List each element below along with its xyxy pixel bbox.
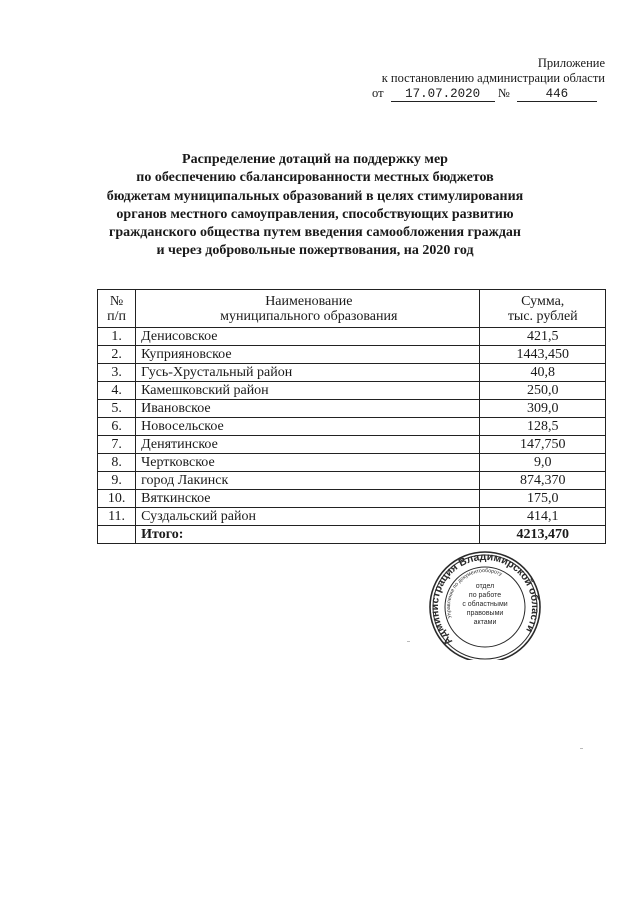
header-name: Наименование муниципального образования — [136, 290, 480, 328]
seal-outer-text: Администрация Владимирской области — [428, 550, 542, 648]
title-line: по обеспечению сбалансированности местных бюджетов — [136, 170, 494, 186]
seal-center-line: по работе — [468, 592, 502, 599]
total-label: Итого: — [136, 526, 480, 544]
seal-center-line: актами — [473, 619, 497, 626]
row-name: Камешковский район — [136, 382, 480, 400]
row-sum: 421,5 — [480, 328, 606, 346]
row-sum: 40,8 — [480, 364, 606, 382]
distribution-table — [97, 289, 606, 544]
table-row — [98, 418, 606, 436]
row-sum: 874,370 — [480, 472, 606, 490]
row-sum: 147,750 — [480, 436, 606, 454]
table-row — [98, 400, 606, 418]
row-sum: 309,0 — [480, 400, 606, 418]
row-sum: 1443,450 — [480, 346, 606, 364]
total-sum: 4213,470 — [480, 526, 606, 544]
table-header-row — [98, 290, 606, 328]
row-number: 4. — [98, 382, 136, 400]
row-name: Новосельское — [136, 418, 480, 436]
seal-inner-text: Управление по документообороту — [445, 567, 503, 619]
header-sum: Сумма, тыс. рублей — [480, 290, 606, 328]
seal-center-line: правовыми — [466, 610, 504, 617]
row-sum: 175,0 — [480, 490, 606, 508]
row-number: 1. — [98, 328, 136, 346]
seal-center-line: отдел — [475, 583, 495, 590]
row-sum: 128,5 — [480, 418, 606, 436]
row-number: 2. — [98, 346, 136, 364]
registration-line — [360, 86, 605, 102]
row-name: Гусь-Хрустальный район — [136, 364, 480, 382]
row-name: Куприяновское — [136, 346, 480, 364]
total-number-cell — [98, 526, 136, 544]
title-line: гражданского общества путем введения самообложения граждан — [109, 225, 521, 241]
row-number: 7. — [98, 436, 136, 454]
total-row — [98, 526, 606, 544]
row-name: Чертковское — [136, 454, 480, 472]
table-body — [98, 328, 606, 544]
row-name: Вяткинское — [136, 490, 480, 508]
table-row — [98, 346, 606, 364]
table-row — [98, 472, 606, 490]
table-row — [98, 328, 606, 346]
row-sum: 250,0 — [480, 382, 606, 400]
table-row — [98, 364, 606, 382]
row-number: 3. — [98, 364, 136, 382]
date-prefix: от — [372, 86, 384, 100]
row-sum: 414,1 — [480, 508, 606, 526]
seal-center-line: с областными — [462, 601, 508, 608]
row-number: 5. — [98, 400, 136, 418]
row-number: 6. — [98, 418, 136, 436]
title-line: Распределение дотаций на поддержку мер — [182, 152, 448, 167]
document-title — [80, 151, 550, 261]
registration-number: 446 — [517, 88, 597, 102]
table-row — [98, 382, 606, 400]
row-name: Суздальский район — [136, 508, 480, 526]
scan-speck — [580, 748, 583, 749]
row-name: город Лакинск — [136, 472, 480, 490]
registration-date: 17.07.2020 — [391, 88, 495, 102]
table-row — [98, 490, 606, 508]
appendix-block — [360, 56, 605, 102]
appendix-subtitle: к постановлению администрации области — [381, 71, 605, 85]
row-number: 11. — [98, 508, 136, 526]
title-line: органов местного самоуправления, способствующих развитию — [116, 206, 514, 222]
row-name: Денятинское — [136, 436, 480, 454]
row-sum: 9,0 — [480, 454, 606, 472]
row-name: Ивановское — [136, 400, 480, 418]
official-seal — [419, 550, 551, 660]
table-row — [98, 508, 606, 526]
number-prefix: № — [497, 86, 510, 100]
appendix-title: Приложение — [537, 56, 605, 70]
header-number: № п/п — [98, 290, 136, 328]
table-row — [98, 436, 606, 454]
row-number: 9. — [98, 472, 136, 490]
row-number: 10. — [98, 490, 136, 508]
title-line: бюджетам муниципальных образований в целях стимулирования — [106, 188, 524, 204]
row-name: Денисовское — [136, 328, 480, 346]
scan-speck — [407, 641, 410, 642]
table-row — [98, 454, 606, 472]
title-line: и через добровольные пожертвования, на 2020 год — [156, 243, 474, 259]
row-number: 8. — [98, 454, 136, 472]
